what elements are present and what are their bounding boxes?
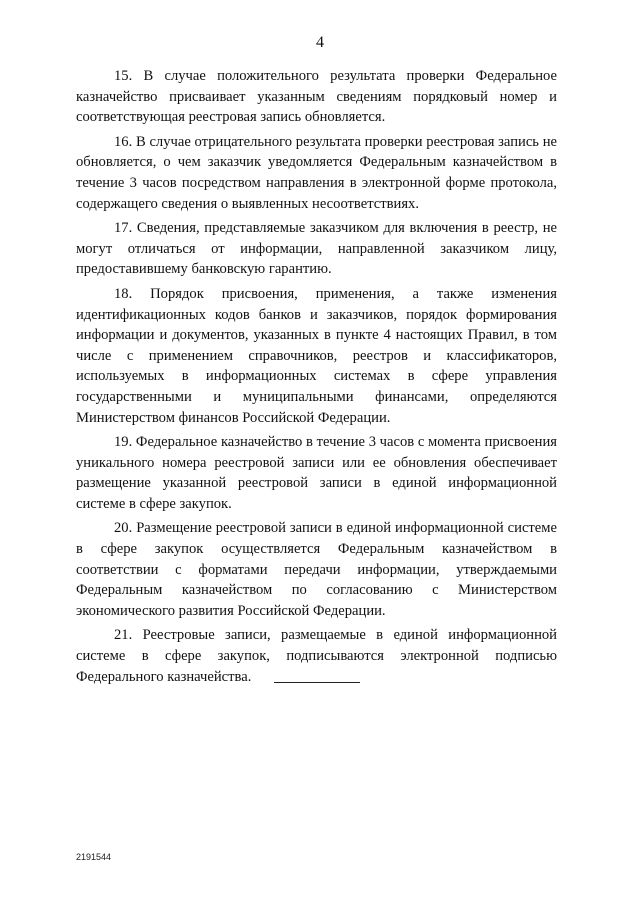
paragraph-20: 20. Размещение реестровой записи в единой информационной системе в сфере закупок осуществляется Федеральным казначейством в соответствии с форматами передачи информации, утверждаемыми Федеральным казначейством по согласованию с Министерством экономического развития Российской Федерации. (76, 520, 557, 619)
paragraph-16: 16. В случае отрицательного результата проверки реестровая запись не обновляется, о чем заказчик уведомляется Федеральным казначейством в течение 3 часов посредством направления в электронной форме протокола, содержащего сведения о выявленных несоответствиях. (76, 133, 557, 212)
paragraph-17: 17. Сведения, представляемые заказчиком для включения в реестр, не могут отличаться от информации, направленной заказчиком лицу, предоставившему банковскую гарантию. (76, 220, 557, 278)
end-divider (274, 682, 360, 683)
paragraph-19: 19. Федеральное казначейство в течение 3 часов с момента присвоения уникального номера реестровой записи или ее обновления обеспечивает размещение указанной реестровой записи в единой информационной системе в сфере закупок. (76, 434, 557, 512)
paragraph-15: 15. В случае положительного результата проверки Федеральное казначейство присваивает указанным сведениям порядковый номер и соответствующая реестровая запись обновляется. (76, 68, 557, 126)
paragraph-21: 21. Реестровые записи, размещаемые в единой информационной системе в сфере закупок, подписываются электронной подписью Федерального казначейства. (76, 627, 557, 685)
page-number: 4 (316, 34, 324, 51)
paragraph-18: 18. Порядок присвоения, применения, а также изменения идентификационных кодов банков и заказчиков, порядок формирования информации и документов, указанных в пункте 4 настоящих Правил, в том числе с применением справочников, реестров и классификаторов, используемых в информационных системах в сфере управления государственными и муниципальными финансами, определяются Министерством финансов Российской Федерации. (76, 285, 557, 426)
document-body (76, 66, 557, 691)
document-code: 2191544 (76, 852, 112, 862)
